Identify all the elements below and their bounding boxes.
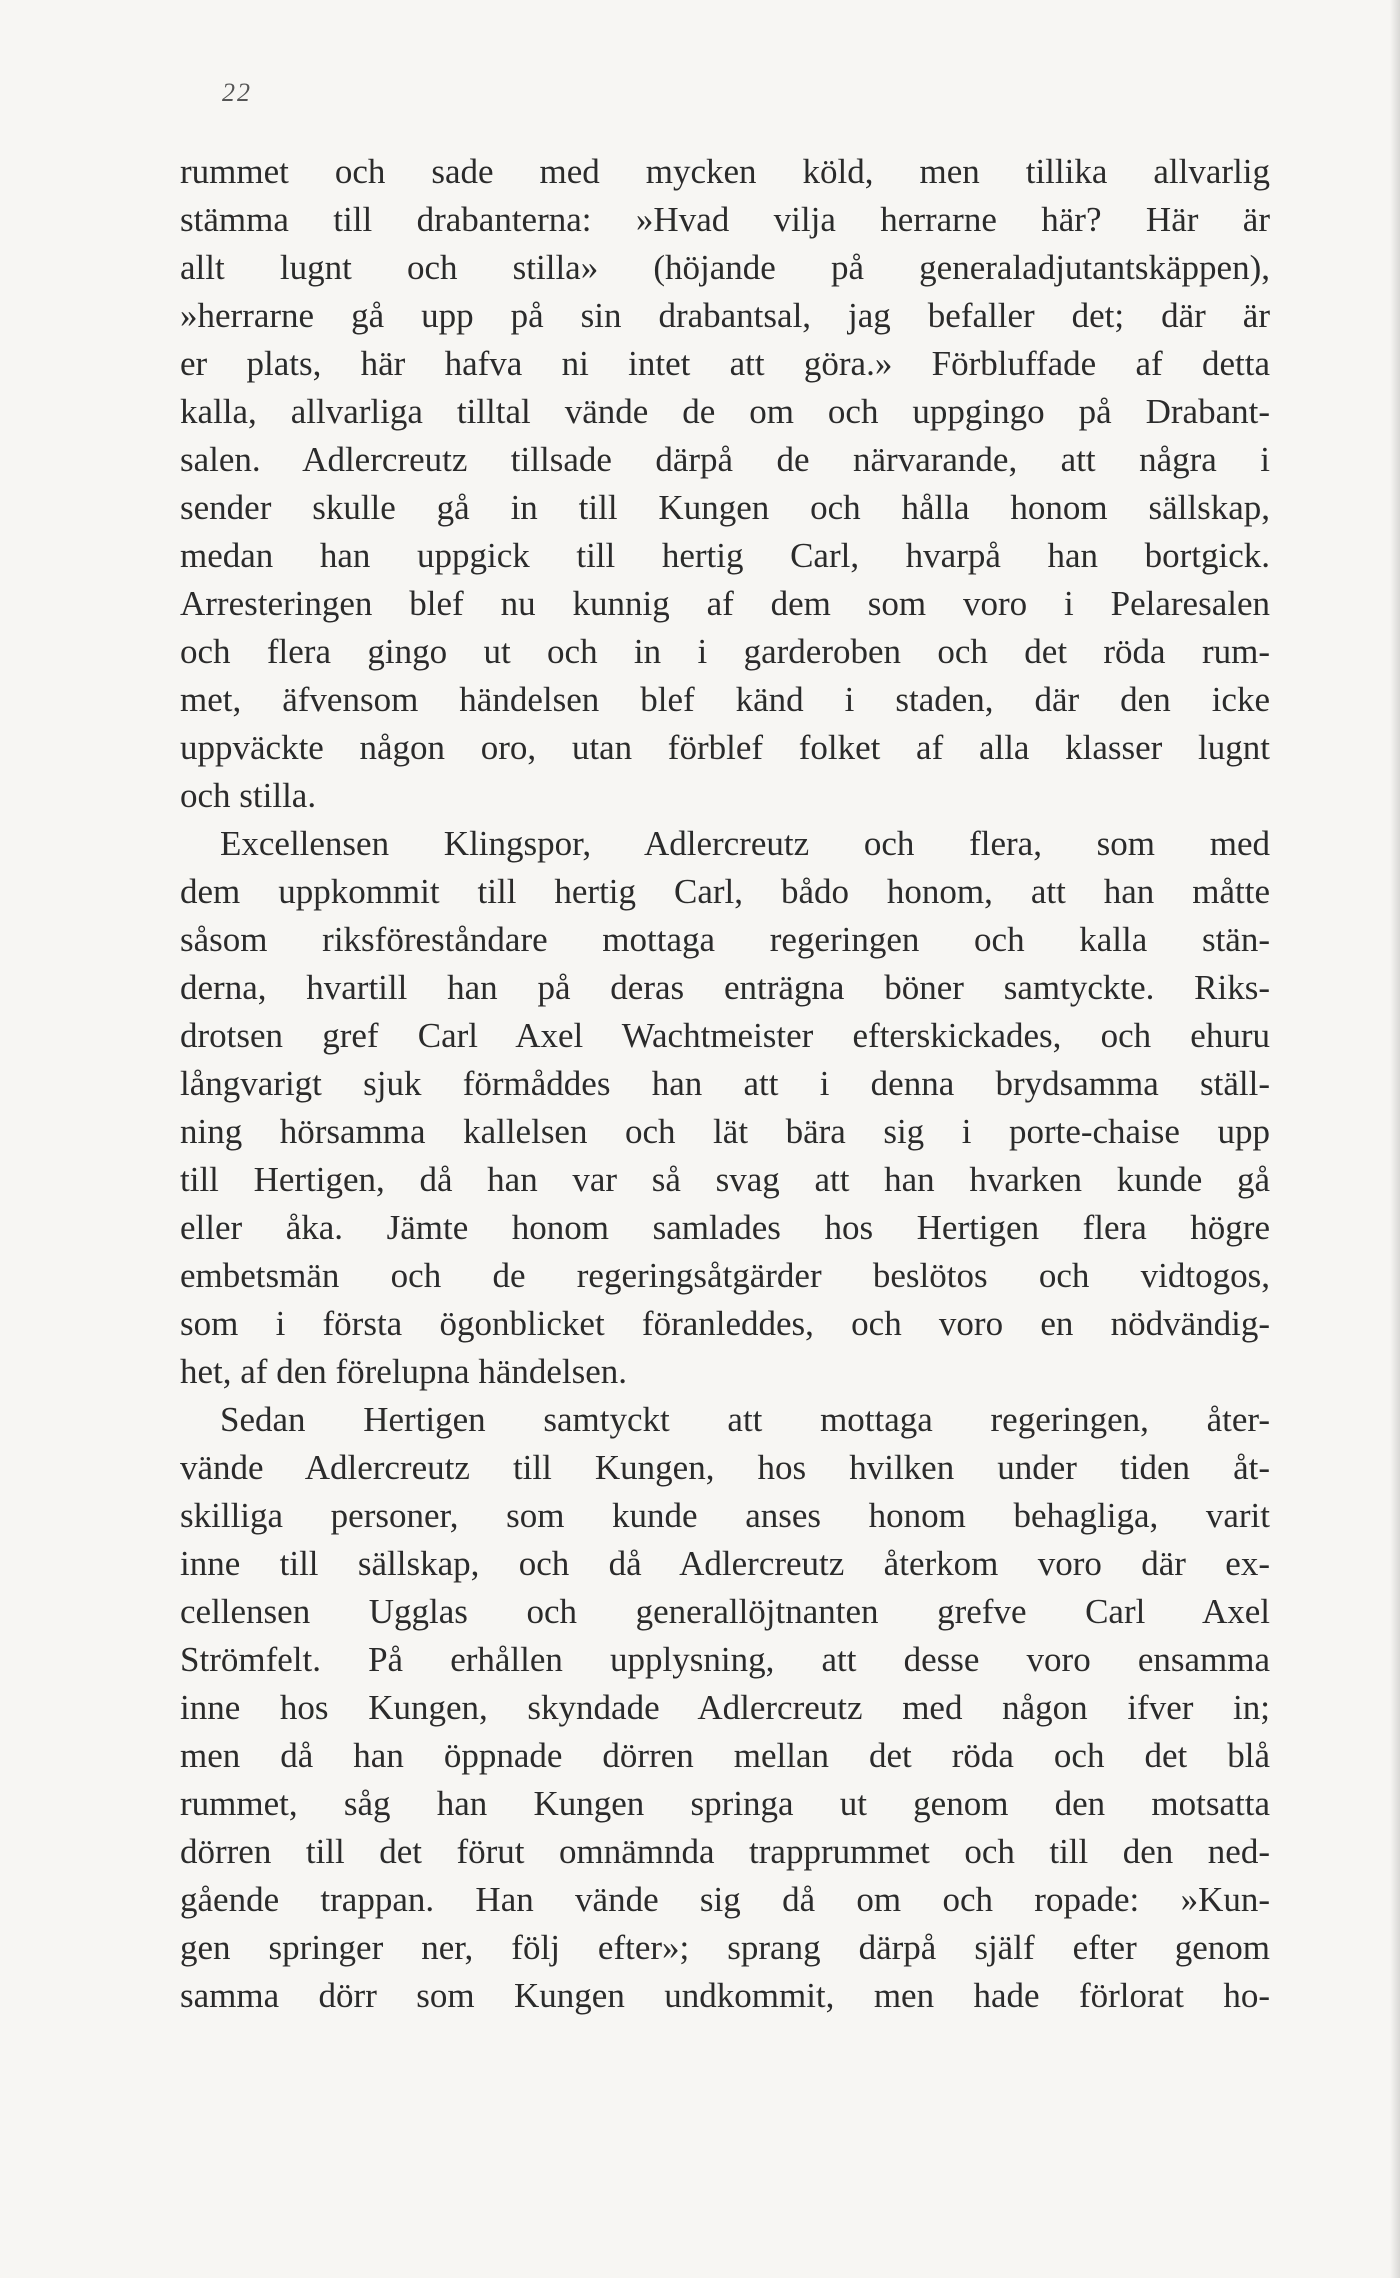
- text-line: salen. Adlercreutz tillsade därpå de närvarande, att några i: [180, 440, 1270, 479]
- text-line: medan han uppgick till hertig Carl, hvarpå han bortgick.: [180, 536, 1270, 575]
- text-line: met, äfvensom händelsen blef känd i staden, där den icke: [180, 680, 1270, 719]
- text-line: Excellensen Klingspor, Adlercreutz och flera, som med: [220, 824, 1270, 863]
- text-line: dem uppkommit till hertig Carl, bådo honom, att han måtte: [180, 872, 1270, 911]
- text-line: »herrarne gå upp på sin drabantsal, jag befaller det; där är: [180, 296, 1270, 335]
- text-line: gen springer ner, följ efter»; sprang därpå själf efter genom: [180, 1928, 1270, 1967]
- text-line: kalla, allvarliga tilltal vände de om och uppgingo på Drabant-: [180, 392, 1270, 431]
- text-line: gående trappan. Han vände sig då om och ropade: »Kun-: [180, 1880, 1270, 1919]
- text-line: till Hertigen, då han var så svag att han hvarken kunde gå: [180, 1160, 1270, 1199]
- text-line: rummet, såg han Kungen springa ut genom den motsatta: [180, 1784, 1270, 1823]
- text-line: som i första ögonblicket föranleddes, och voro en nödvändig-: [180, 1304, 1270, 1343]
- body-text: [180, 148, 1270, 2020]
- page-edge-shadow: [1390, 0, 1400, 2278]
- text-line: embetsmän och de regeringsåtgärder beslötos och vidtogos,: [180, 1256, 1270, 1295]
- text-line: Strömfelt. På erhållen upplysning, att desse voro ensamma: [180, 1640, 1270, 1679]
- text-line: drotsen gref Carl Axel Wachtmeister efterskickades, och ehuru: [180, 1016, 1270, 1055]
- text-line: cellensen Ugglas och generallöjtnanten grefve Carl Axel: [180, 1592, 1270, 1631]
- text-line: stämma till drabanterna: »Hvad vilja herrarne här? Här är: [180, 200, 1270, 239]
- text-line: inne till sällskap, och då Adlercreutz återkom voro där ex-: [180, 1544, 1270, 1583]
- text-line: rummet och sade med mycken köld, men tillika allvarlig: [180, 152, 1270, 191]
- text-line: Arresteringen blef nu kunnig af dem som voro i Pelaresalen: [180, 584, 1270, 623]
- text-line: sender skulle gå in till Kungen och hålla honom sällskap,: [180, 488, 1270, 527]
- text-line: samma dörr som Kungen undkommit, men hade förlorat ho-: [180, 1976, 1270, 2015]
- text-line: och stilla.: [180, 776, 317, 815]
- text-line: såsom riksföreståndare mottaga regeringen och kalla stän-: [180, 920, 1270, 959]
- text-line: skilliga personer, som kunde anses honom behagliga, varit: [180, 1496, 1270, 1535]
- text-line: och flera gingo ut och in i garderoben och det röda rum-: [180, 632, 1270, 671]
- text-line: långvarigt sjuk förmåddes han att i denna brydsamma ställ-: [180, 1064, 1270, 1103]
- text-line: ning hörsamma kallelsen och lät bära sig i porte-chaise upp: [180, 1112, 1270, 1151]
- text-line: dörren till det förut omnämnda trapprummet och till den ned-: [180, 1832, 1270, 1871]
- text-line: uppväckte någon oro, utan förblef folket af alla klasser lugnt: [180, 728, 1270, 767]
- text-line: Sedan Hertigen samtyckt att mottaga regeringen, åter-: [220, 1400, 1270, 1439]
- text-line: men då han öppnade dörren mellan det röda och det blå: [180, 1736, 1270, 1775]
- text-line: inne hos Kungen, skyndade Adlercreutz med någon ifver in;: [180, 1688, 1270, 1727]
- text-line: derna, hvartill han på deras enträgna böner samtyckte. Riks-: [180, 968, 1270, 1007]
- page-number: 22: [222, 78, 252, 107]
- text-line: eller åka. Jämte honom samlades hos Hertigen flera högre: [180, 1208, 1270, 1247]
- text-line: vände Adlercreutz till Kungen, hos hvilken under tiden åt-: [180, 1448, 1270, 1487]
- text-line: allt lugnt och stilla» (höjande på generaladjutantskäppen),: [180, 248, 1270, 287]
- text-line: het, af den förelupna händelsen.: [180, 1352, 628, 1391]
- text-line: er plats, här hafva ni intet att göra.» Förbluffade af detta: [180, 344, 1270, 383]
